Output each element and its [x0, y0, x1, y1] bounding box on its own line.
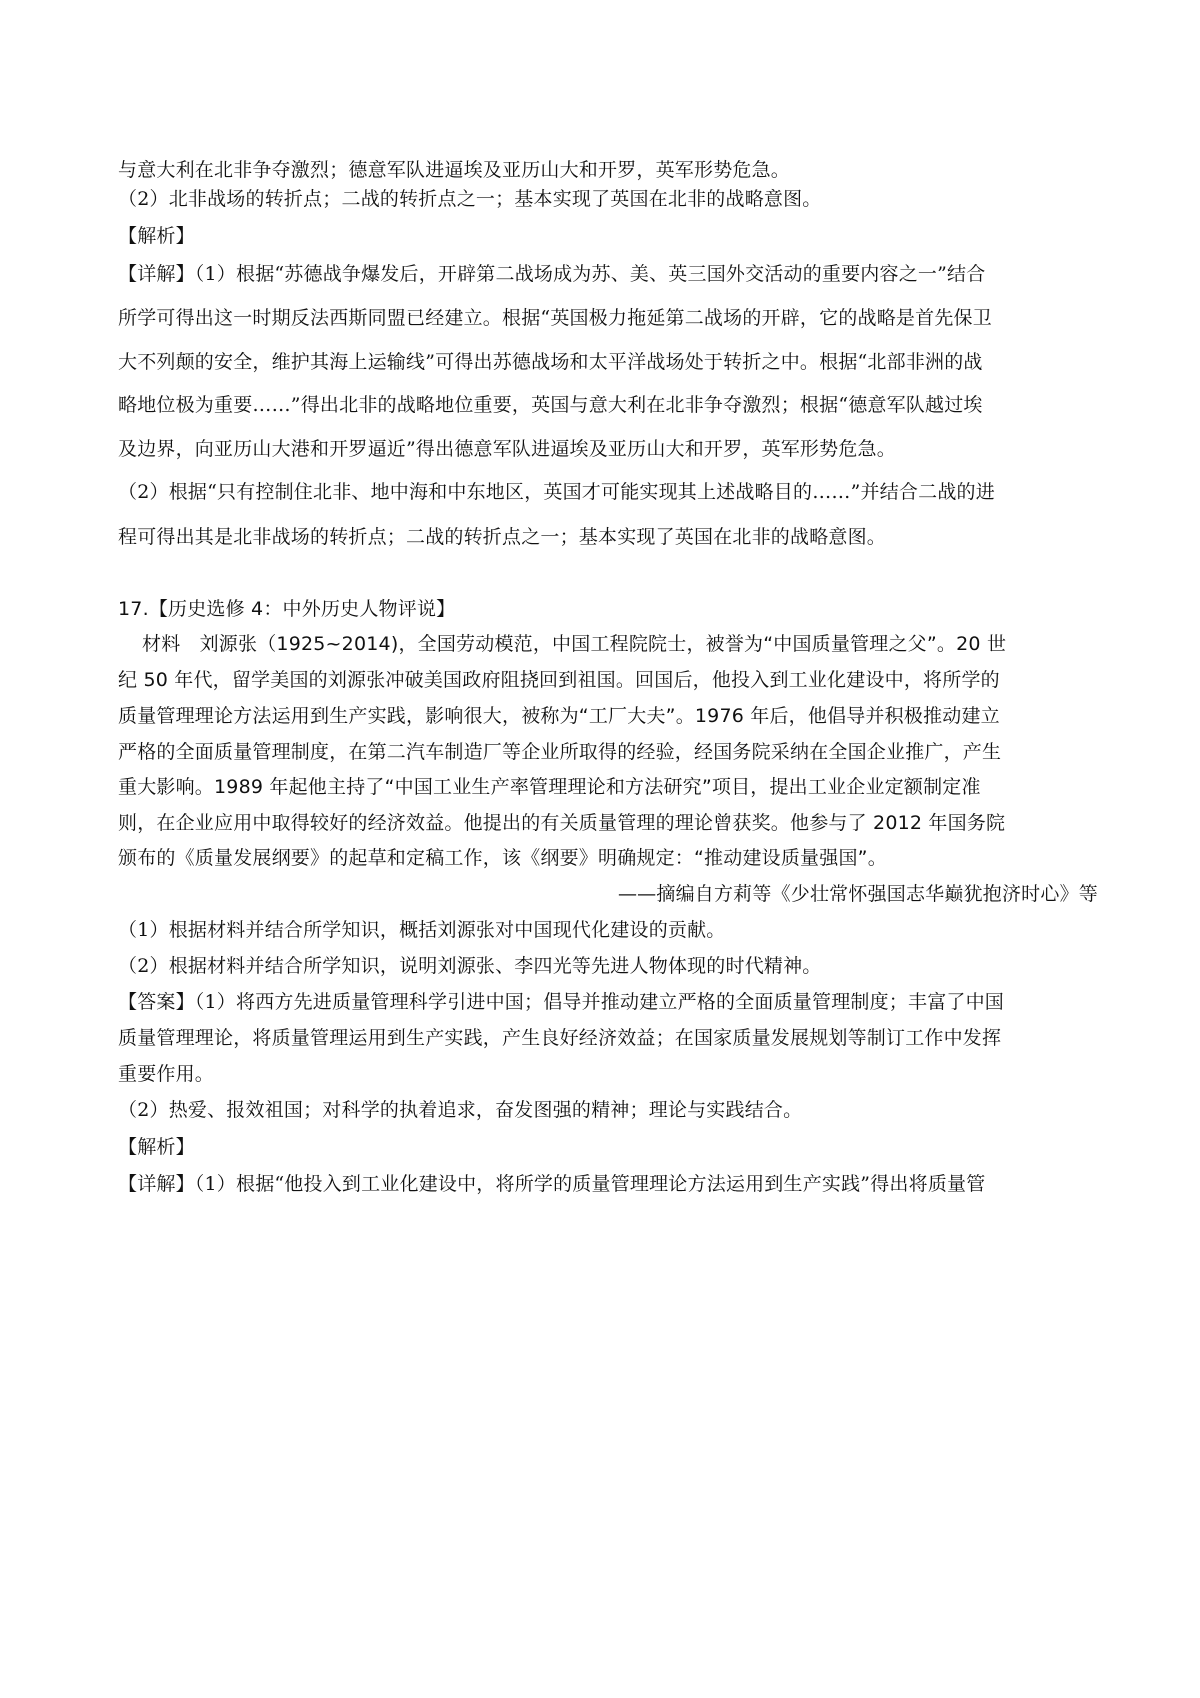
answer-part-2: （2）北非战场的转折点；二战的转折点之一；基本实现了英国在北非的战略意图。: [118, 188, 822, 210]
material-line-5: 重大影响。1989 年起他主持了“中国工业生产率管理理论和方法研究”项目，提出工业企业定额制定准: [118, 776, 981, 798]
detail-line-2: 所学可得出这一时期反法西斯同盟已经建立。根据“英国极力拖延第二战场的开辟，它的战略是首先保卫: [118, 307, 992, 329]
detail-line-3: 大不列颠的安全，维护其海上运输线”可得出苏德战场和太平洋战场处于转折之中。根据“北部非洲的战: [118, 351, 983, 373]
material-line-3: 质量管理理论方法运用到生产实践，影响很大，被称为“工厂大夫”。1976 年后，他倡导并积极推动建立: [118, 705, 1000, 727]
answer-17-part-2: （2）热爱、报效祖国；对科学的执着追求，奋发图强的精神；理论与实践结合。: [118, 1099, 803, 1121]
detail-part-2-line-1: （2）根据“只有控制住北非、地中海和中东地区，英国才可能实现其上述战略目的……”并结合二战的进: [118, 481, 995, 503]
detail-line-1: 【详解】（1）根据“苏德战争爆发后，开辟第二战场成为苏、美、英三国外交活动的重要内容之一”结合: [118, 263, 986, 285]
analysis-17-heading: 【解析】: [118, 1136, 195, 1158]
material-line-1: 材料 刘源张（1925~2014)，全国劳动模范，中国工程院院士，被誉为“中国质量管理之父”。20 世: [142, 633, 1007, 655]
material-line-4: 严格的全面质量管理制度，在第二汽车制造厂等企业所取得的经验，经国务院采纳在全国企业推广，产生: [118, 741, 1002, 763]
analysis-heading: 【解析】: [118, 225, 195, 247]
material-line-7: 颁布的《质量发展纲要》的起草和定稿工作，该《纲要》明确规定：“推动建设质量强国”。: [118, 847, 887, 869]
question-17-part-1: （1）根据材料并结合所学知识，概括刘源张对中国现代化建设的贡献。: [118, 919, 726, 941]
detail-line-5: 及边界，向亚历山大港和开罗逼近”得出德意军队进逼埃及亚历山大和开罗，英军形势危急。: [118, 438, 896, 460]
detail-part-2-line-2: 程可得出其是北非战场的转折点；二战的转折点之一；基本实现了英国在北非的战略意图。: [118, 526, 887, 548]
answer-line-1-end: 与意大利在北非争夺激烈；德意军队进逼埃及亚历山大和开罗，英军形势危急。: [118, 159, 791, 181]
detail-17-line-1: 【详解】（1）根据“他投入到工业化建设中，将所学的质量管理理论方法运用到生产实践”得出将质量管: [118, 1173, 986, 1195]
material-source: ——摘编自方莉等《少壮常怀强国志华巅犹抱济时心》等: [617, 883, 1098, 905]
answer-17-line-3: 重要作用。: [118, 1063, 215, 1085]
question-17-title: 17.【历史选修 4：中外历史人物评说】: [118, 598, 456, 620]
answer-17-line-2: 质量管理理论，将质量管理运用到生产实践，产生良好经济效益；在国家质量发展规划等制订工作中发挥: [118, 1027, 1002, 1049]
detail-line-4: 略地位极为重要……”得出北非的战略地位重要，英国与意大利在北非争夺激烈；根据“德意军队越过埃: [118, 394, 983, 416]
answer-17-line-1: 【答案】（1）将西方先进质量管理科学引进中国；倡导并推动建立严格的全面质量管理制度；丰富了中国: [118, 991, 1004, 1013]
material-line-2: 纪 50 年代，留学美国的刘源张冲破美国政府阻挠回到祖国。回国后，他投入到工业化建设中，将所学的: [118, 669, 1000, 691]
question-17-part-2: （2）根据材料并结合所学知识，说明刘源张、李四光等先进人物体现的时代精神。: [118, 955, 822, 977]
material-line-6: 则，在企业应用中取得较好的经济效益。他提出的有关质量管理的理论曾获奖。他参与了 2012 年国务院: [118, 812, 1006, 834]
